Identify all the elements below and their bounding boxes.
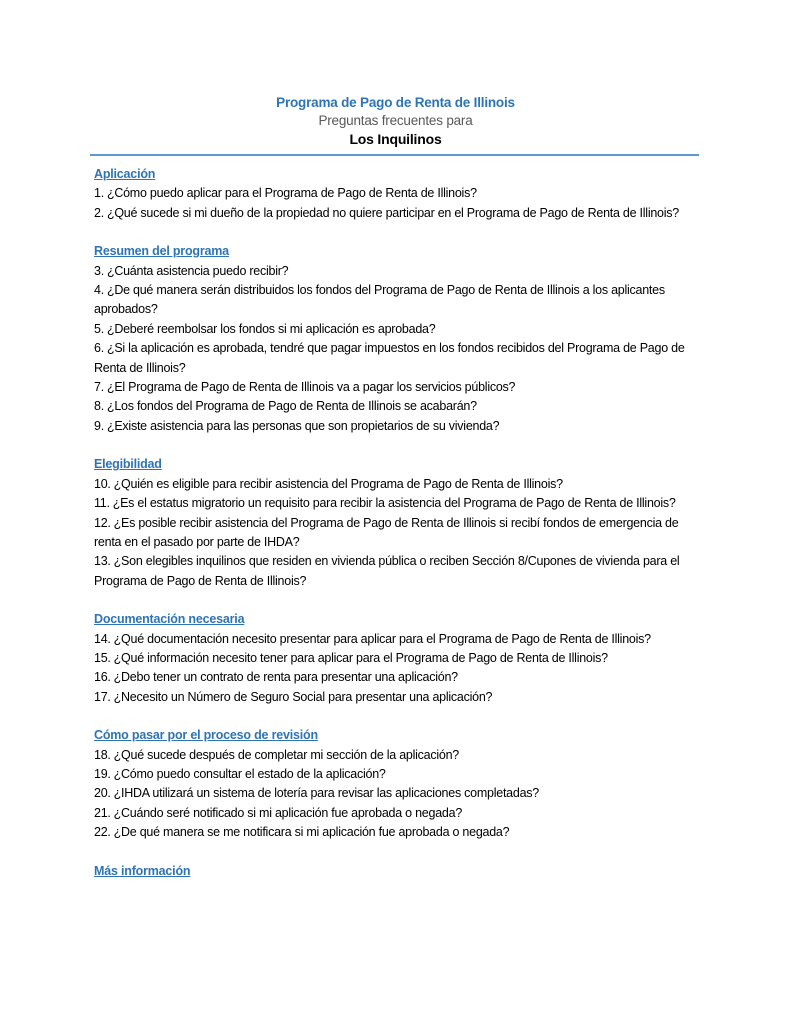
section-heading-link[interactable]: Documentación necesaria <box>94 612 245 627</box>
question-number: 6. <box>94 341 104 356</box>
question-text: ¿Debo tener un contrato de renta para presentar una aplicación? <box>113 670 458 685</box>
question-item <box>94 204 704 223</box>
question-item <box>94 184 704 203</box>
question-text: ¿Qué documentación necesito presentar para aplicar para el Programa de Pago de Renta de Illinois? <box>113 631 651 646</box>
question-number: 5. <box>94 321 104 336</box>
section-proceso-de-revision <box>94 726 704 842</box>
question-text: ¿Qué sucede si mi dueño de la propiedad no quiere participar en el Programa de Pago de Renta de Illinois? <box>106 205 679 220</box>
document-title: Programa de Pago de Renta de Illinois <box>276 95 515 110</box>
question-number: 4. <box>94 283 104 298</box>
question-text: ¿Es posible recibir asistencia del Programa de Pago de Renta de Illinois si recibí fondos de emergencia de renta en el pasado por parte de IHDA? <box>94 515 679 549</box>
question-text: ¿Cuánta asistencia puedo recibir? <box>106 263 289 278</box>
question-text: ¿Qué información necesito tener para aplicar para el Programa de Pago de Renta de Illinois? <box>113 650 608 665</box>
document-subtitle: Preguntas frecuentes para <box>318 113 473 128</box>
section-heading-link[interactable]: Cómo pasar por el proceso de revisión <box>94 728 318 743</box>
document-header <box>0 94 791 149</box>
question-text: ¿Es el estatus migratorio un requisito para recibir la asistencia del Programa de Pago de Renta de Illinois? <box>112 496 676 511</box>
section-aplicacion <box>94 165 704 223</box>
question-item <box>94 630 704 649</box>
question-number: 14. <box>94 631 111 646</box>
question-number: 13. <box>94 554 111 569</box>
question-number: 18. <box>94 747 111 762</box>
question-text: ¿El Programa de Pago de Renta de Illinois va a pagar los servicios públicos? <box>106 380 516 395</box>
question-text: ¿Son elegibles inquilinos que residen en vivienda pública o reciben Sección 8/Cupones de vivienda para el Programa de Pago de Renta de Illinois? <box>94 554 680 588</box>
question-text: ¿Quién es eligible para recibir asistencia del Programa de Pago de Renta de Illinois? <box>113 476 563 491</box>
question-text: ¿Cómo puedo consultar el estado de la aplicación? <box>113 766 386 781</box>
question-item <box>94 552 704 591</box>
question-item <box>94 475 704 494</box>
section-mas-informacion <box>94 862 704 881</box>
question-number: 19. <box>94 766 111 781</box>
question-item <box>94 804 704 823</box>
question-text: ¿De qué manera se me notificara si mi aplicación fue aprobada o negada? <box>113 825 510 840</box>
question-text: ¿Si la aplicación es aprobada, tendré que pagar impuestos en los fondos recibidos del Programa de Pago de Renta de Illinois? <box>94 341 685 375</box>
question-item <box>94 784 704 803</box>
question-text: ¿IHDA utilizará un sistema de lotería para revisar las aplicaciones completadas? <box>113 786 539 801</box>
question-number: 20. <box>94 786 111 801</box>
question-number: 15. <box>94 650 111 665</box>
section-elegibilidad <box>94 455 704 591</box>
question-item <box>94 649 704 668</box>
question-number: 22. <box>94 825 111 840</box>
question-number: 8. <box>94 399 104 414</box>
section-heading-link[interactable]: Resumen del programa <box>94 244 229 259</box>
document-audience: Los Inquilinos <box>349 131 442 147</box>
question-number: 3. <box>94 263 104 278</box>
question-text: ¿Necesito un Número de Seguro Social para presentar una aplicación? <box>113 689 493 704</box>
question-text: ¿Cómo puedo aplicar para el Programa de Pago de Renta de Illinois? <box>106 186 477 201</box>
question-text: ¿Cuándo seré notificado si mi aplicación fue aprobada o negada? <box>113 805 463 820</box>
question-item <box>94 262 704 281</box>
question-number: 9. <box>94 418 104 433</box>
question-item <box>94 397 704 416</box>
section-heading-link[interactable]: Más información <box>94 863 191 878</box>
question-item <box>94 320 704 339</box>
question-number: 7. <box>94 380 104 395</box>
faq-index <box>94 165 704 900</box>
question-item <box>94 765 704 784</box>
question-number: 10. <box>94 476 111 491</box>
question-text: ¿Existe asistencia para las personas que son propietarios de su vivienda? <box>106 418 500 433</box>
section-documentacion-necesaria <box>94 610 704 707</box>
question-item <box>94 281 704 320</box>
question-number: 1. <box>94 186 104 201</box>
question-item <box>94 514 704 553</box>
section-resumen-del-programa <box>94 242 704 436</box>
question-number: 2. <box>94 205 104 220</box>
question-number: 21. <box>94 805 111 820</box>
question-number: 12. <box>94 515 111 530</box>
question-number: 11. <box>94 496 110 511</box>
question-item <box>94 378 704 397</box>
question-text: ¿Los fondos del Programa de Pago de Renta de Illinois se acabarán? <box>106 399 477 414</box>
question-item <box>94 746 704 765</box>
question-item <box>94 339 704 378</box>
question-text: ¿Qué sucede después de completar mi sección de la aplicación? <box>113 747 460 762</box>
question-item <box>94 823 704 842</box>
question-item <box>94 668 704 687</box>
section-heading-link[interactable]: Aplicación <box>94 167 156 181</box>
question-number: 17. <box>94 689 111 704</box>
question-item <box>94 417 704 436</box>
question-item <box>94 494 704 513</box>
question-number: 16. <box>94 670 111 685</box>
question-text: ¿De qué manera serán distribuidos los fondos del Programa de Pago de Renta de Illinois a los aplicantes aprobados? <box>94 283 665 317</box>
section-heading-link[interactable]: Elegibilidad <box>94 457 162 472</box>
header-divider <box>90 154 699 156</box>
question-item <box>94 688 704 707</box>
question-text: ¿Deberé reembolsar los fondos si mi aplicación es aprobada? <box>106 321 436 336</box>
